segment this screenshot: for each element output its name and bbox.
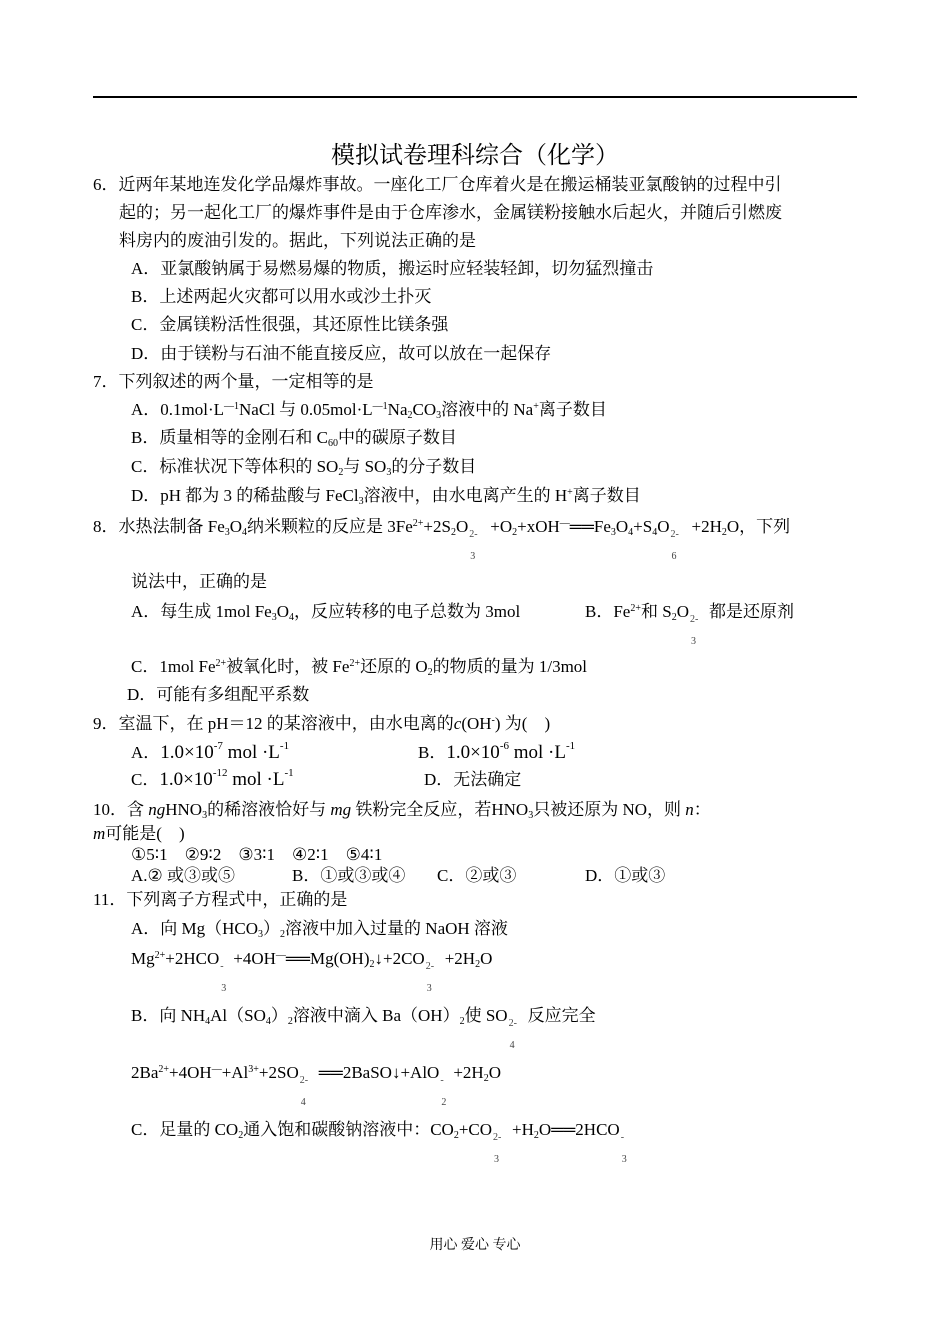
q8-stem: 8．水热法制备 $Fe_3O_4$纳米颗粒的反应是 $3Fe^{2+}+2S_2O$ 2- 3 $+O_2+xOH^—══Fe_3O_4+S_4O$ 2- 6 $+2H_2O$，下列 bbox=[93, 517, 791, 562]
q7-stem: 7．下列叙述的两个量，一定相等的是 bbox=[93, 372, 374, 391]
q7-option-a: A．$0.1mol\cdot L^{—1}NaCl$ 与 $0.05mol\cdot L^{—1}Na_2CO_3$溶液中的 Na+离子数目 bbox=[131, 400, 607, 421]
q6-stem-line1: 6．近两年某地连发化学品爆炸事故。一座化工厂仓库着火是在搬运桶装亚氯酸钠的过程中引 bbox=[93, 175, 782, 194]
q6-stem-line3: 料房内的废油引发的。据此，下列说法正确的是 bbox=[119, 231, 476, 250]
q8-option-a: A．每生成 1mol $Fe_3O_4$，反应转移的电子总数为 3mol bbox=[131, 602, 521, 623]
q11-option-a: A．向 $Mg(HCO_3)_2$溶液中加入过量的 NaOH 溶液 bbox=[131, 919, 508, 940]
q11-option-b-equation: $2Ba^{2+}+4OH^—+Al^{3+}+2SO$ 2- 4 ══2BaSO↓+AlO - 2 $+2H_2O$ bbox=[131, 1063, 501, 1108]
q10-option-d: D．①或③ bbox=[585, 866, 666, 885]
q9-stem: 9．室温下，在 pH＝12 的某溶液中，由水电离的c(OH-) 为( ) bbox=[93, 714, 551, 733]
q6-option-b: B．上述两起火灾都可以用水或沙土扑灭 bbox=[131, 287, 432, 306]
q9-option-d: D．无法确定 bbox=[424, 770, 522, 789]
q10-stem: 10．含 ngHNO$_3$的稀溶液恰好与 mg 铁粉完全反应，若$HNO_3$只被还原为 NO，则 n： bbox=[93, 800, 711, 821]
q6-option-a: A．亚氯酸钠属于易燃易爆的物质，搬运时应轻装轻卸，切勿猛烈撞击 bbox=[131, 259, 654, 278]
q8-option-d: D．可能有多组配平系数 bbox=[127, 685, 310, 704]
header-rule bbox=[93, 96, 857, 98]
page-footer: 用心 爱心 专心 bbox=[429, 1238, 521, 1253]
q10-ratios: ①5∶1 ②9∶2 ③3∶1 ④2∶1 ⑤4∶1 bbox=[131, 845, 383, 864]
q11-option-c: C．足量的 $CO_2$通入饱和碳酸钠溶液中：$CO_2+CO$ 2- 3 $+H_2O══2HCO$ - 3 bbox=[131, 1120, 627, 1165]
q6-stem-line2: 起的；另一起化工厂的爆炸事件是由于仓库渗水，金属镁粉接触水后起火，并随后引燃废 bbox=[119, 203, 782, 222]
q11-stem: 11．下列离子方程式中，正确的是 bbox=[93, 890, 348, 909]
q8-stem-line2: 说法中，正确的是 bbox=[131, 572, 267, 591]
q9-option-b: B．$1.0\times 10^{-6}$ mol $\cdot L^{-1}$ bbox=[418, 740, 576, 763]
q9-option-c: C．$1.0\times 10^{-12}$ mol $\cdot L^{-1}$ bbox=[131, 767, 294, 790]
q10-option-c: C．②或③ bbox=[437, 866, 517, 885]
q9-option-a: A．$1.0\times 10^{-7}$ mol $\cdot L^{-1}$ bbox=[131, 740, 290, 763]
q6-option-c: C．金属镁粉活性很强，其还原性比镁条强 bbox=[131, 315, 449, 334]
q11-option-b: B．向 $NH_4Al(SO_4)_2$溶液中滴入 $Ba(OH)_2$使 SO 2- 4 反应完全 bbox=[131, 1006, 596, 1051]
q7-option-b: B．质量相等的金刚石和 $C_{60}$中的碳原子数目 bbox=[131, 428, 457, 449]
q6-option-d: D．由于镁粉与石油不能直接反应，故可以放在一起保存 bbox=[131, 344, 552, 363]
q7-option-d: D．pH 都为 3 的稀盐酸与 FeCl$_3$溶液中，由水电离产生的 H+离子数目 bbox=[131, 486, 641, 507]
q11-option-a-equation: $Mg^{2+}+2HCO$ - 3 $+4OH^—══Mg(OH)_2↓+2CO$ 2- 3 $+2H_2O$ bbox=[131, 949, 493, 994]
page-title: 模拟试卷理科综合（化学） bbox=[331, 143, 619, 169]
q8-option-b: B．$Fe^{2+}$和 $S_2O$ 2- 3 都是还原剂 bbox=[585, 602, 794, 647]
q10-option-a: A.② 或③或⑤ bbox=[131, 866, 236, 885]
q10-stem-line2: m可能是( ) bbox=[93, 824, 185, 843]
q7-option-c: C．标准状况下等体积的 $SO_2$与 $SO_3$的分子数目 bbox=[131, 457, 477, 478]
q10-option-b: B．①或③或④ bbox=[292, 866, 406, 885]
q8-option-c: C．1mol $Fe^{2+}$被氧化时，被 $Fe^{2+}$还原的 $O_2$的物质的量为 1/3mol bbox=[131, 657, 588, 678]
